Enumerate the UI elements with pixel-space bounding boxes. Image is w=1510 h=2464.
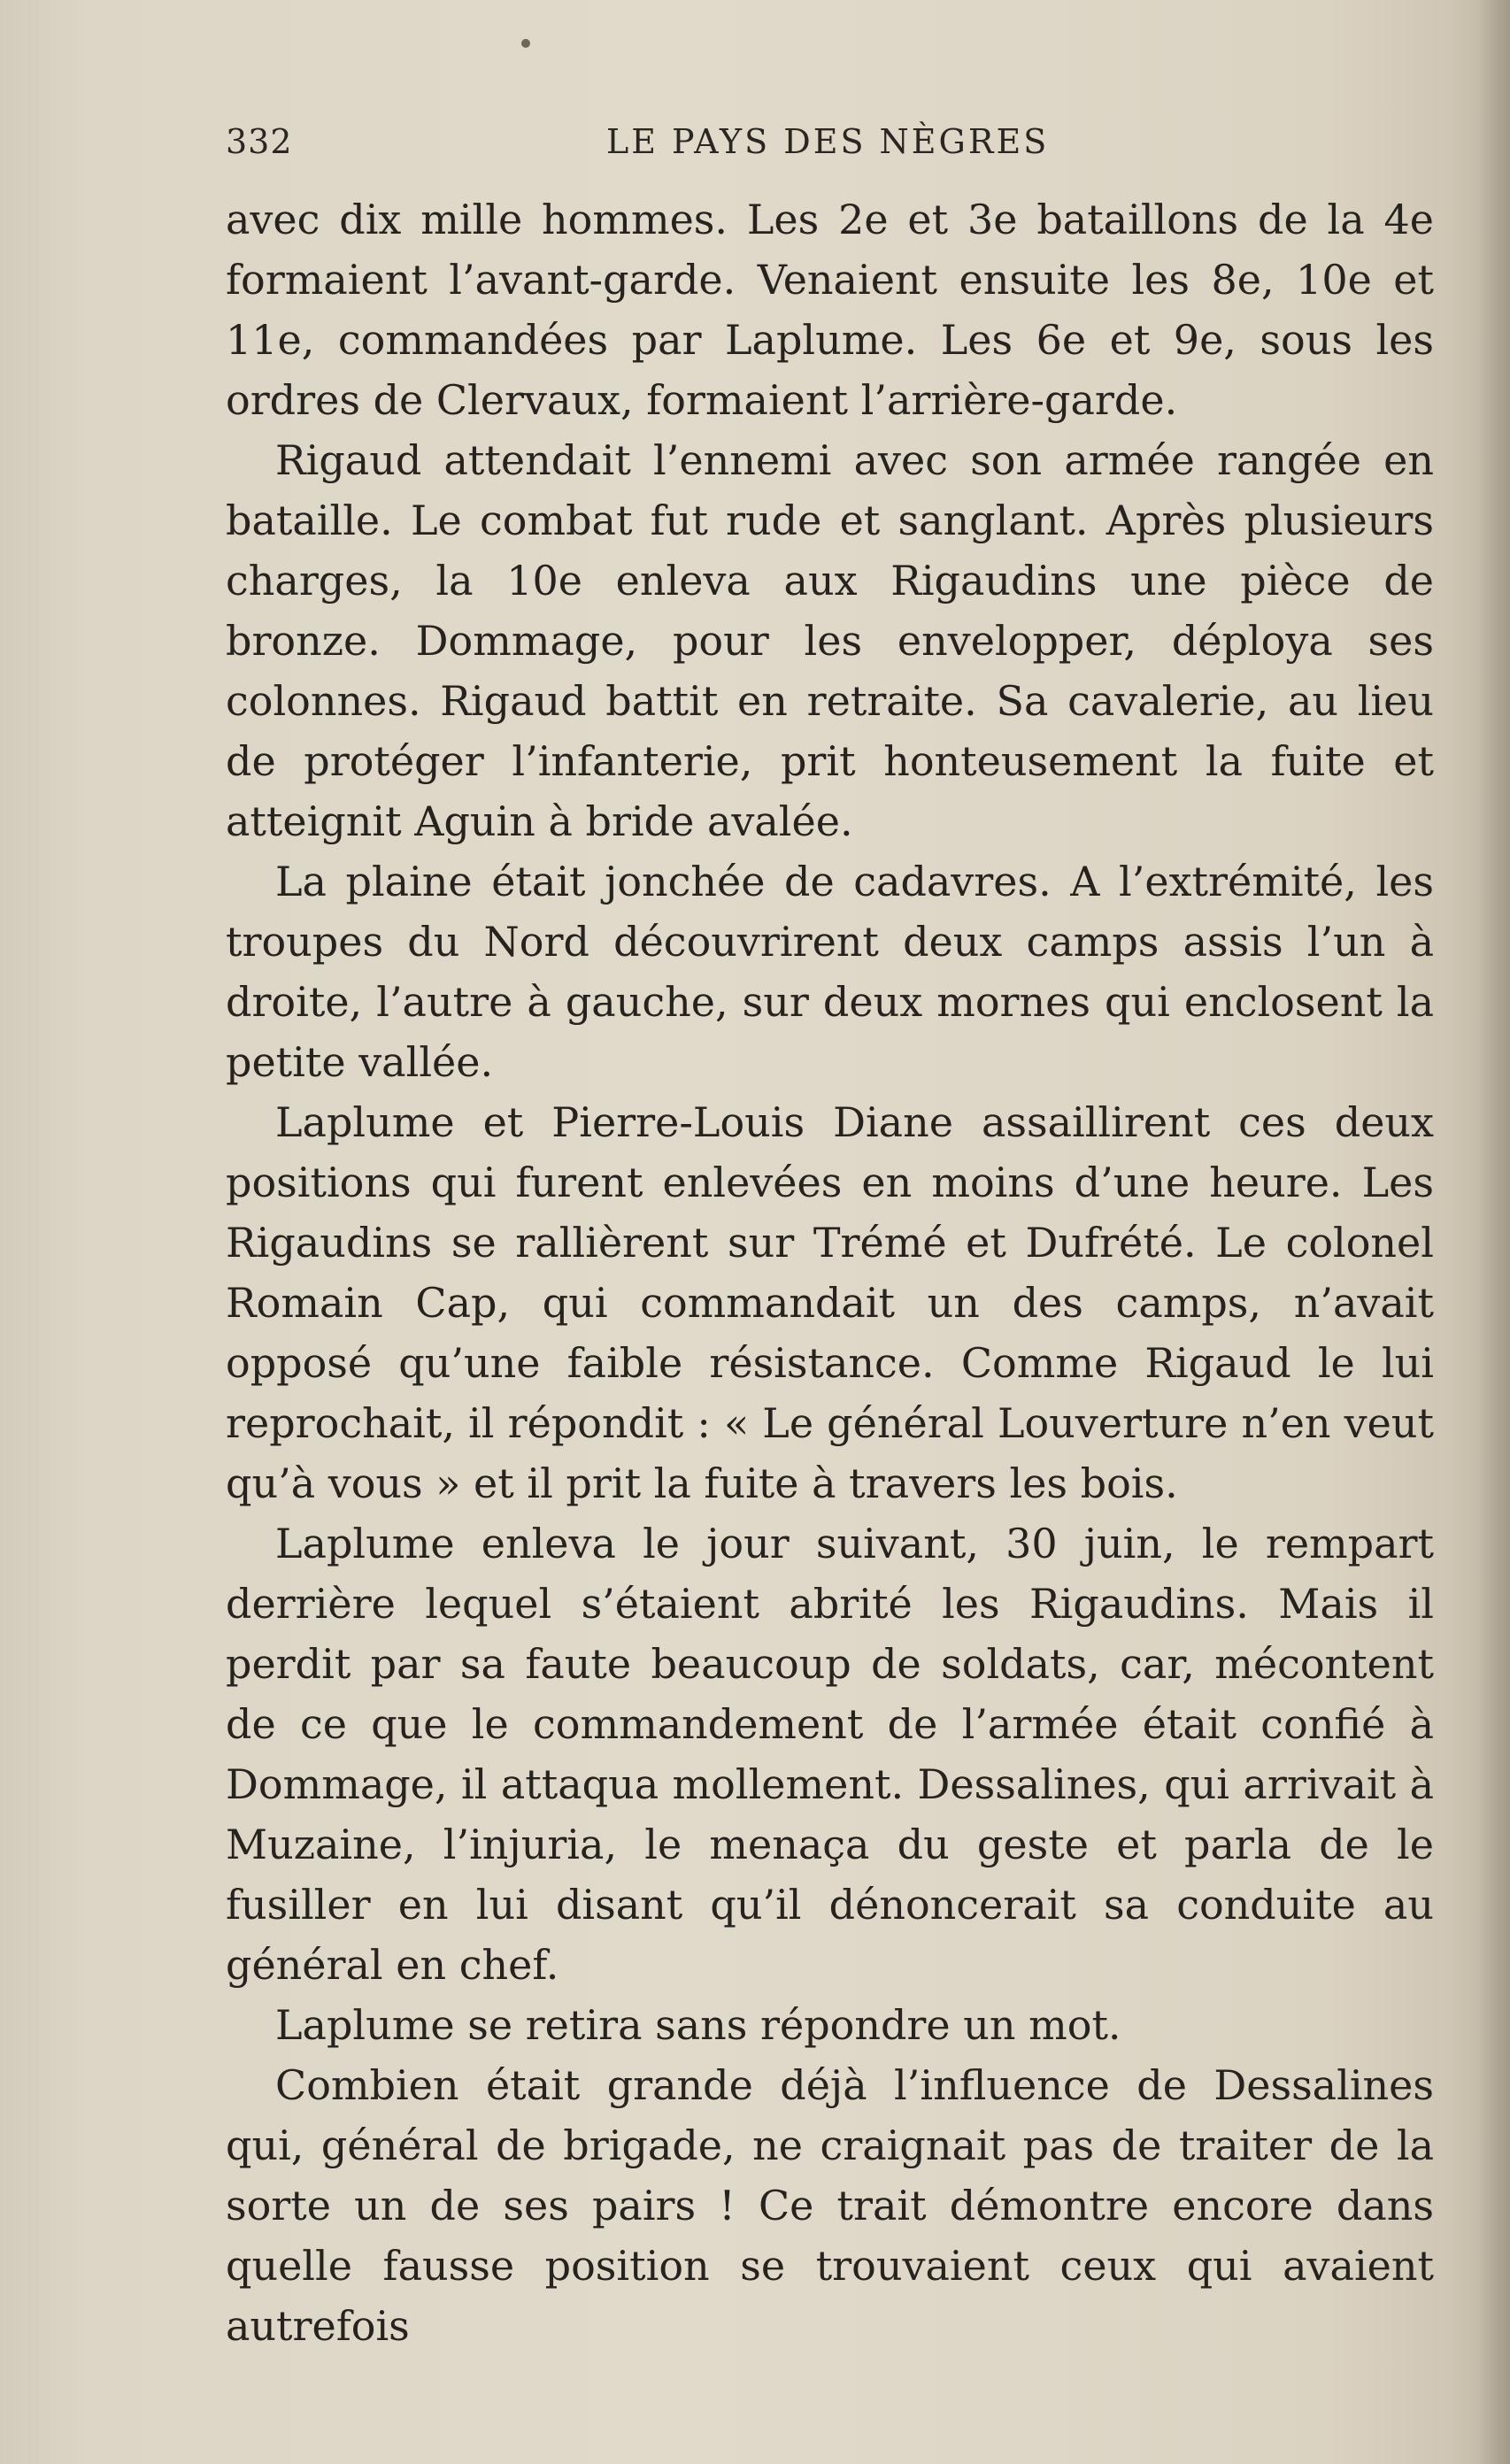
paragraph-5: Laplume enleva le jour suivant, 30 juin, le rempart derrière lequel s’étaient abrité les Rigaudins. Mais il perdit par sa faute beaucoup de soldats, car, mécontent de ce que le commandement de l’armée était confié à Dommage, il attaqua mollement. Dessalines, qui arrivait à Muzaine, l’injuria, le menaça du geste et parla de le fusiller en lui disant qu’il dénoncerait sa conduite au général en chef. <box>226 1520 1434 1989</box>
page-number: 332 <box>226 122 293 161</box>
paragraph-7: Combien était grande déjà l’influence de Dessalines qui, général de brigade, ne craignait pas de traiter de la sorte un de ses pairs ! Ce trait démontre encore dans quelle fausse position se trouvaient ceux qui avaient autrefois <box>226 2061 1434 2350</box>
ink-speck <box>521 39 530 48</box>
paragraph-6: Laplume se retira sans répondre un mot. <box>275 2001 1121 2049</box>
page-edge-shadow <box>1478 0 1510 2464</box>
body-text <box>226 189 1434 2356</box>
page-header <box>226 115 1434 168</box>
paragraph-3: La plaine était jonchée de cadavres. A l’extrémité, les troupes du Nord découvrirent deux camps assis l’un à droite, l’autre à gauche, sur deux mornes qui enclosent la petite vallée. <box>226 858 1434 1086</box>
running-head: LE PAYS DES NÈGRES <box>606 122 1050 161</box>
paragraph-4: Laplume et Pierre-Louis Diane assaillirent ces deux positions qui furent enlevées en moins d’une heure. Les Rigaudins se rallièrent sur Trémé et Dufrété. Le colonel Romain Cap, qui commandait un des camps, n’avait opposé qu’une faible résistance. Comme Rigaud le lui reprochait, il répondit : « Le général Louverture n’en veut qu’à vous » et il prit la fuite à travers les bois. <box>226 1098 1434 1507</box>
paragraph-1: avec dix mille hommes. Les 2e et 3e bataillons de la 4e formaient l’avant-garde. Venaient ensuite les 8e, 10e et 11e, commandées par Laplume. Les 6e et 9e, sous les ordres de Clervaux, formaient l’arrière-garde. <box>226 196 1434 424</box>
paragraph-2: Rigaud attendait l’ennemi avec son armée rangée en bataille. Le combat fut rude et sanglant. Après plusieurs charges, la 10e enleva aux Rigaudins une pièce de bronze. Dommage, pour les envelopper, déploya ses colonnes. Rigaud battit en retraite. Sa cavalerie, au lieu de protéger l’infanterie, prit honteusement la fuite et atteignit Aguin à bride avalée. <box>226 436 1434 845</box>
